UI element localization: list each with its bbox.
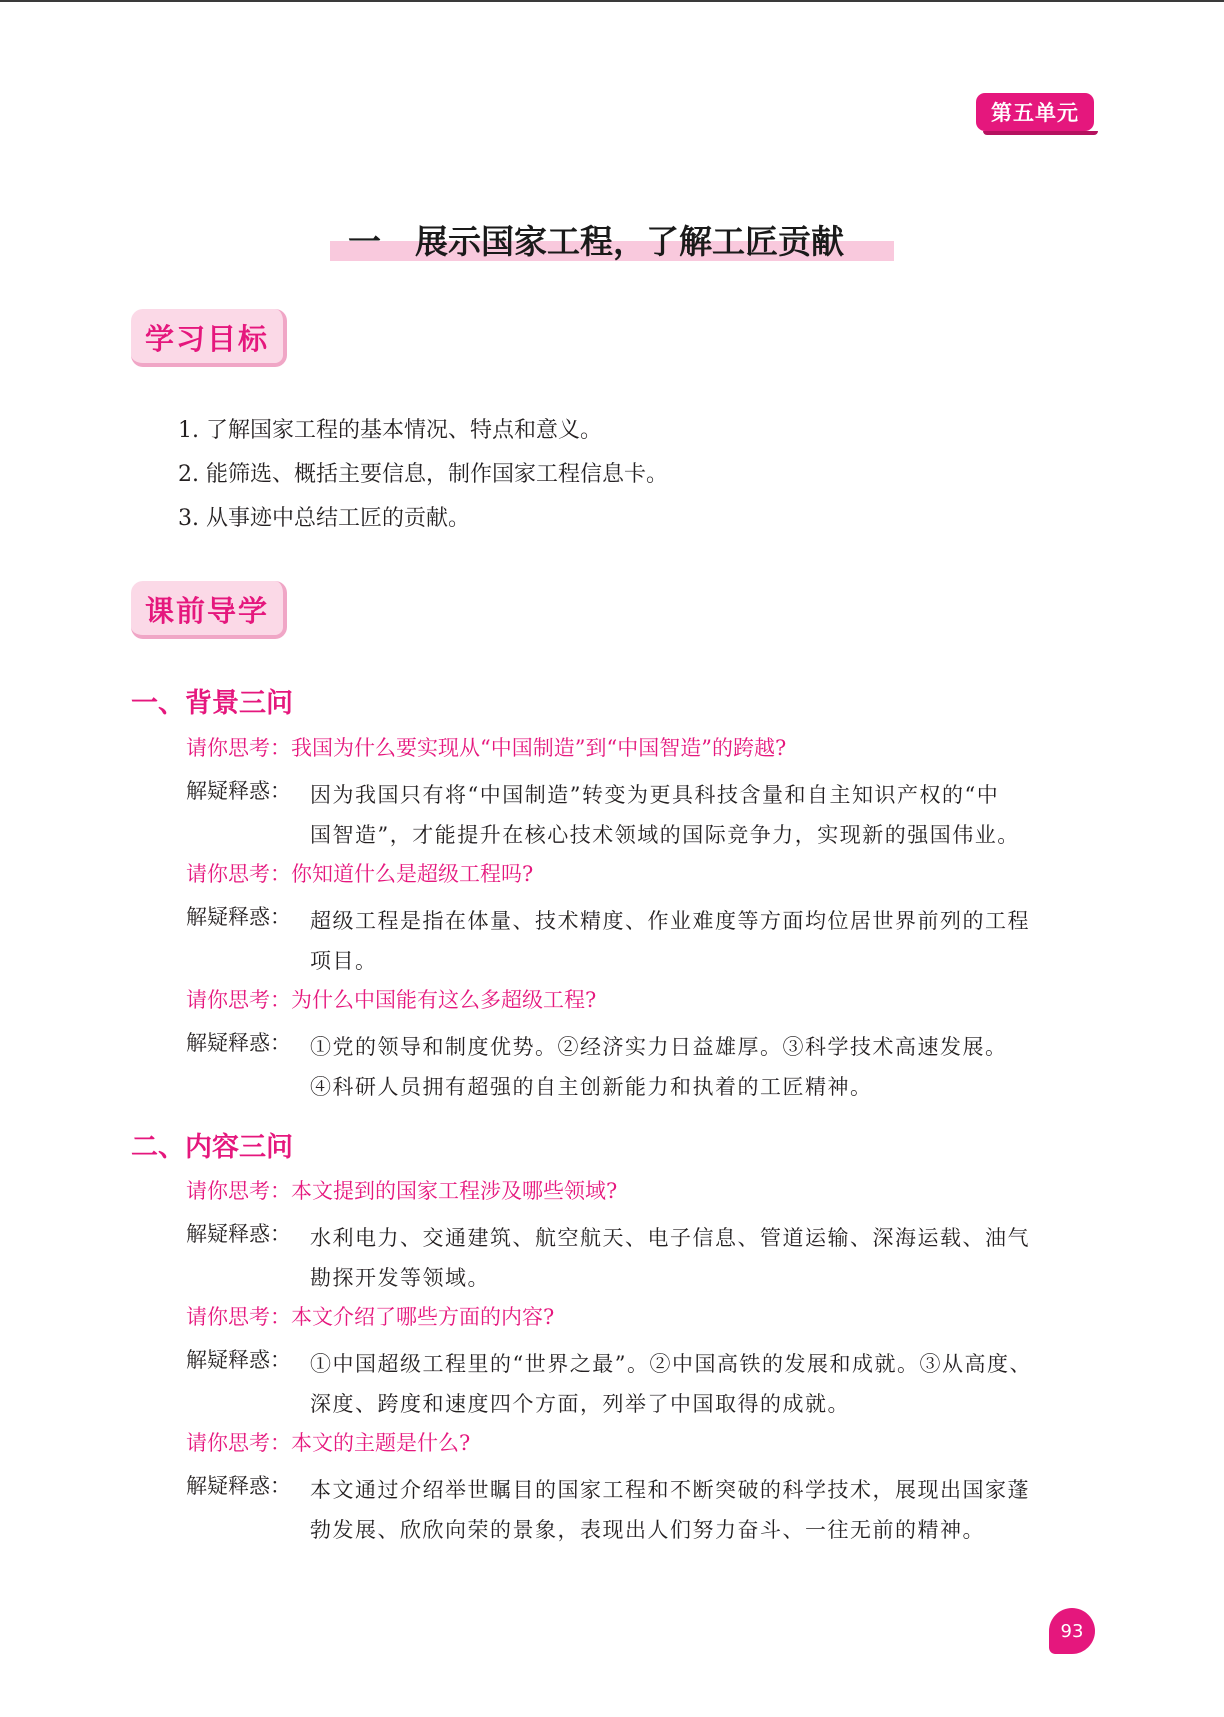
question xyxy=(186,732,1086,762)
question-text: 我国为什么要实现从“中国制造”到“中国智造”的跨越? xyxy=(291,736,787,760)
goal-item: 2. 能筛选、概括主要信息，制作国家工程信息卡。 xyxy=(178,462,668,487)
section-tag-goals-label: 学习目标 xyxy=(145,322,270,356)
lesson-title-block xyxy=(330,216,894,264)
answer-label: 解疑释惑： xyxy=(186,779,291,803)
question xyxy=(186,1175,1086,1205)
question-label: 请你思考： xyxy=(186,1305,291,1329)
goal-item: 1. 了解国家工程的基本情况、特点和意义。 xyxy=(178,418,602,443)
question-label: 请你思考： xyxy=(186,1179,291,1203)
question xyxy=(186,1427,1086,1457)
answer-label: 解疑释惑： xyxy=(186,1031,291,1055)
answer-line: 国智造”，才能提升在核心技术领域的国际竞争力，实现新的强国伟业。 xyxy=(310,823,1020,847)
part1-heading: 一、背景三问 xyxy=(131,688,293,719)
section-tag-goals xyxy=(131,309,287,367)
question-text: 为什么中国能有这么多超级工程? xyxy=(291,988,597,1012)
question-text: 本文提到的国家工程涉及哪些领域? xyxy=(291,1179,618,1203)
goal-item: 3. 从事迹中总结工匠的贡献。 xyxy=(178,506,470,531)
answer-line: 本文通过介绍举世瞩目的国家工程和不断突破的科学技术，展现出国家蓬 xyxy=(310,1478,1030,1502)
answer-label: 解疑释惑： xyxy=(186,1222,291,1246)
answer-line: 深度、跨度和速度四个方面，列举了中国取得的成就。 xyxy=(310,1392,850,1416)
answer-label: 解疑释惑： xyxy=(186,1474,291,1498)
question-text: 本文介绍了哪些方面的内容? xyxy=(291,1305,555,1329)
answer-line: 勃发展、欣欣向荣的景象，表现出人们努力奋斗、一往无前的精神。 xyxy=(310,1518,985,1542)
answer-label: 解疑释惑： xyxy=(186,1348,291,1372)
part2-heading: 二、内容三问 xyxy=(131,1132,293,1163)
answer-label: 解疑释惑： xyxy=(186,905,291,929)
answer-line: ④科研人员拥有超强的自主创新能力和执着的工匠精神。 xyxy=(310,1075,873,1099)
section-tag-preview xyxy=(131,581,287,639)
answer-line: 勘探开发等领域。 xyxy=(310,1266,490,1290)
page-number: 93 xyxy=(1049,1608,1095,1654)
question-text: 本文的主题是什么? xyxy=(291,1431,471,1455)
answer-line: 因为我国只有将“中国制造”转变为更具科技含量和自主知识产权的“中 xyxy=(310,783,1000,807)
unit-badge: 第五单元 xyxy=(976,93,1094,131)
question xyxy=(186,1301,1086,1331)
question-label: 请你思考： xyxy=(186,736,291,760)
lesson-title xyxy=(348,216,844,263)
answer-line: 项目。 xyxy=(310,949,378,973)
lesson-title-text: 展示国家工程，了解工匠贡献 xyxy=(415,222,844,261)
section-tag-preview-label: 课前导学 xyxy=(145,594,270,628)
answer-line: 水利电力、交通建筑、航空航天、电子信息、管道运输、深海运载、油气 xyxy=(310,1226,1030,1250)
question-label: 请你思考： xyxy=(186,1431,291,1455)
answer-line: ①中国超级工程里的“世界之最”。②中国高铁的发展和成就。③从高度、 xyxy=(310,1352,1032,1376)
top-rule xyxy=(0,0,1224,2)
question-label: 请你思考： xyxy=(186,988,291,1012)
question xyxy=(186,858,1086,888)
question xyxy=(186,984,1086,1014)
answer-line: 超级工程是指在体量、技术精度、作业难度等方面均位居世界前列的工程 xyxy=(310,909,1030,933)
question-label: 请你思考： xyxy=(186,862,291,886)
question-text: 你知道什么是超级工程吗? xyxy=(291,862,534,886)
lesson-number: 一 xyxy=(348,222,381,261)
answer-line: ①党的领导和制度优势。②经济实力日益雄厚。③科学技术高速发展。 xyxy=(310,1035,1008,1059)
